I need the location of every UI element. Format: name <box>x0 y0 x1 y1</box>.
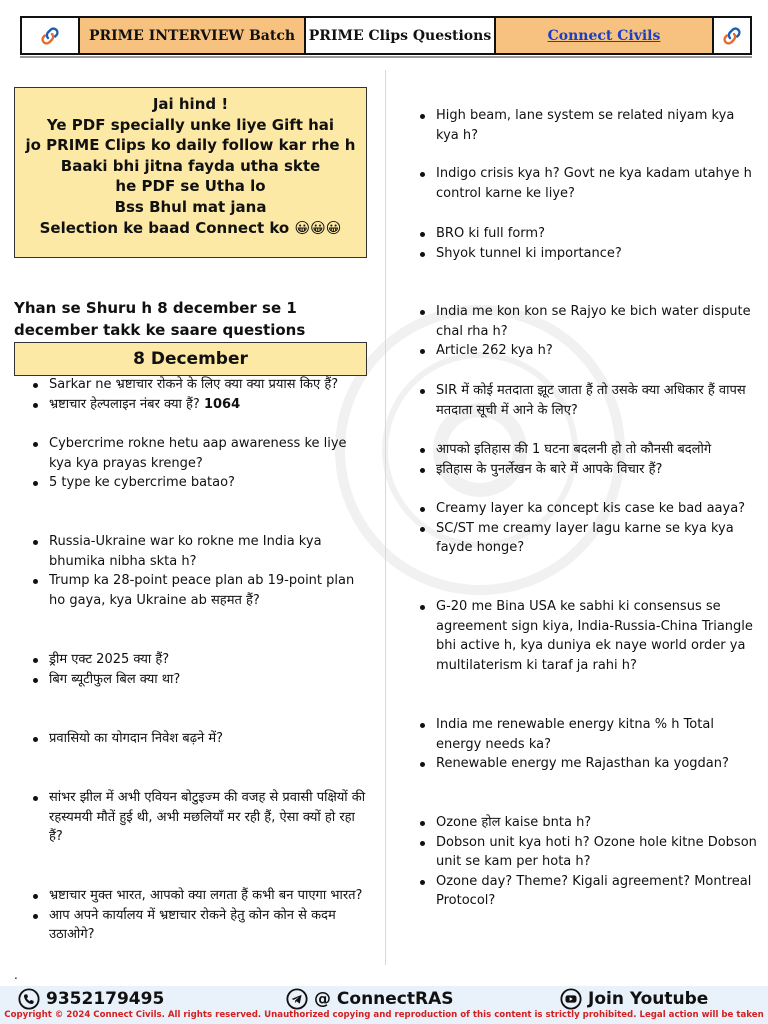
question-item: भ्रष्टाचार हेल्पलाइन नंबर क्या हैं? 1064 <box>31 395 371 415</box>
intro-line: Yhan se Shuru h 8 december se 1 <box>14 299 297 317</box>
stray-dot: . <box>14 968 18 982</box>
phone-icon <box>18 988 40 1010</box>
gift-message-box <box>14 87 367 258</box>
question-item: Ozone होल kaise bnta h? <box>418 813 758 833</box>
youtube-label: Join Youtube <box>588 989 709 1009</box>
helpline-number: 1064 <box>203 396 241 412</box>
question-item: SC/ST me creamy layer lagu karne se kya kya fayde honge? <box>418 519 758 558</box>
question-item: Cybercrime rokne hetu aap awareness ke liye kya kya prayas krenge? <box>31 434 371 473</box>
header-rule <box>20 56 752 58</box>
gift-line: Jai hind ! <box>152 95 229 113</box>
right-question-list <box>418 499 758 558</box>
tab-prime-clips[interactable]: PRIME Clips Questions <box>306 18 496 53</box>
connect-civils-link[interactable]: Connect Civils <box>547 27 661 44</box>
question-item: भ्रष्टाचार मुक्त भारत, आपको क्या लगता हैं कभी बन पाएगा भारत? <box>31 886 371 906</box>
right-question-list <box>418 224 758 263</box>
left-question-list <box>31 788 371 847</box>
question-item: आप अपने कार्यालय में भ्रष्टाचार रोकने हेतु कोन कोन से कदम उठाओगे? <box>31 906 371 945</box>
copyright-notice: Copyright © 2024 Connect Civils. All rights reserved. Unauthorized copying and reproduction of this content is strictly prohibited. Legal action will be taken <box>4 1010 764 1020</box>
question-item: ड्रीम एक्ट 2025 क्या हैं? <box>31 650 371 670</box>
question-item: Indigo crisis kya h? Govt ne kya kadam utahye h control karne ke liye? <box>418 164 758 203</box>
left-question-list <box>31 886 371 945</box>
right-question-list <box>418 106 758 145</box>
telegram-icon <box>286 988 308 1010</box>
right-question-list <box>418 813 758 911</box>
question-item: G-20 me Bina USA ke sabhi ki consensus se agreement sign kiya, India-Russia-China Triangle bhi active h, kya duniya ek naye world order ya multilaterism ki taraf ja rahi h? <box>418 597 758 675</box>
tab-connect-civils[interactable] <box>496 18 714 53</box>
right-question-list <box>418 440 758 479</box>
question-item: 5 type ke cybercrime batao? <box>31 473 371 493</box>
question-item: Article 262 kya h? <box>418 341 758 361</box>
tab-prime-interview[interactable]: PRIME INTERVIEW Batch <box>80 18 306 53</box>
question-item: इतिहास के पुनर्लेखन के बारे में आपके विचार हैं? <box>418 460 758 480</box>
intro-line: december takk ke saare questions <box>14 321 306 339</box>
link-icon[interactable] <box>22 18 80 53</box>
question-item: SIR में कोई मतदाता झूट जाता हैं तो उसके क्या अधिकार हैं वापस मतदाता सूची में आने के लिए? <box>418 381 758 420</box>
gift-line: Selection ke baad Connect ko 😀😀😀 <box>39 218 342 237</box>
question-item: Shyok tunnel ki importance? <box>418 244 758 264</box>
question-item: Sarkar ne भ्रष्टाचार रोकने के लिए क्या क्या प्रयास किए हैं? <box>31 375 371 395</box>
youtube-icon <box>560 988 582 1010</box>
question-item: सांभर झील में अभी एवियन बोटुइज्म की वजह से प्रवासी पक्षियों की रहस्यमयी मौतें हुई थी, अभी मछलियाँ मर रही हैं, ऐसा क्यों हो रहा हैं? <box>31 788 371 847</box>
link-icon-right[interactable] <box>714 18 750 53</box>
phone-number: 9352179495 <box>46 989 165 1009</box>
chain-link-icon <box>720 24 744 48</box>
question-item: बिग ब्यूटीफुल बिल क्या था? <box>31 670 371 690</box>
gift-line: Baaki bhi jitna fayda utha skte <box>60 156 321 175</box>
question-item: Creamy layer ka concept kis case ke bad aaya? <box>418 499 758 519</box>
left-question-list <box>31 729 371 749</box>
question-item: प्रवासियो का योगदान निवेश बढ़ने में? <box>31 729 371 749</box>
footer-youtube[interactable] <box>560 988 708 1010</box>
chain-link-icon <box>38 24 62 48</box>
gift-line: he PDF se Utha lo <box>115 177 266 196</box>
gift-line: jo PRIME Clips ko daily follow kar rhe h <box>25 136 356 155</box>
left-question-list <box>31 434 371 493</box>
question-item: Renewable energy me Rajasthan ka yogdan? <box>418 754 758 774</box>
section-date-heading: 8 December <box>14 342 367 376</box>
column-divider <box>385 70 386 965</box>
question-item: India me kon kon se Rajyo ke bich water dispute chal rha h? <box>418 302 758 341</box>
question-item: Trump ka 28-point peace plan ab 19-point plan ho gaya, kya Ukraine ab सहमत हैं? <box>31 571 371 610</box>
left-question-list <box>31 532 371 610</box>
question-item: BRO ki full form? <box>418 224 758 244</box>
question-item: आपको इतिहास की 1 घटना बदलनी हो तो कौनसी बदलोगे <box>418 440 758 460</box>
right-question-list <box>418 164 758 203</box>
footer-phone[interactable] <box>18 988 164 1010</box>
left-question-list <box>31 650 371 689</box>
gift-line: Ye PDF specially unke liye Gift hai <box>46 115 335 134</box>
question-item: India me renewable energy kitna % h Total energy needs ka? <box>418 715 758 754</box>
footer-telegram[interactable] <box>286 988 454 1010</box>
question-item: Ozone day? Theme? Kigali agreement? Montreal Protocol? <box>418 872 758 911</box>
question-item: High beam, lane system se related niyam kya kya h? <box>418 106 758 145</box>
question-item: Russia-Ukraine war ko rokne me India kya bhumika nibha skta h? <box>31 532 371 571</box>
intro-text <box>14 297 374 341</box>
right-question-list <box>418 597 758 675</box>
right-question-list <box>418 715 758 774</box>
gift-line: Bss Bhul mat jana <box>114 197 267 216</box>
question-item: Dobson unit kya hoti h? Ozone hole kitne Dobson unit se kam per hota h? <box>418 833 758 872</box>
left-question-list <box>31 375 371 414</box>
right-question-list <box>418 381 758 420</box>
right-question-list <box>418 302 758 361</box>
header-nav <box>20 16 752 55</box>
telegram-handle: @ ConnectRAS <box>314 989 454 1009</box>
